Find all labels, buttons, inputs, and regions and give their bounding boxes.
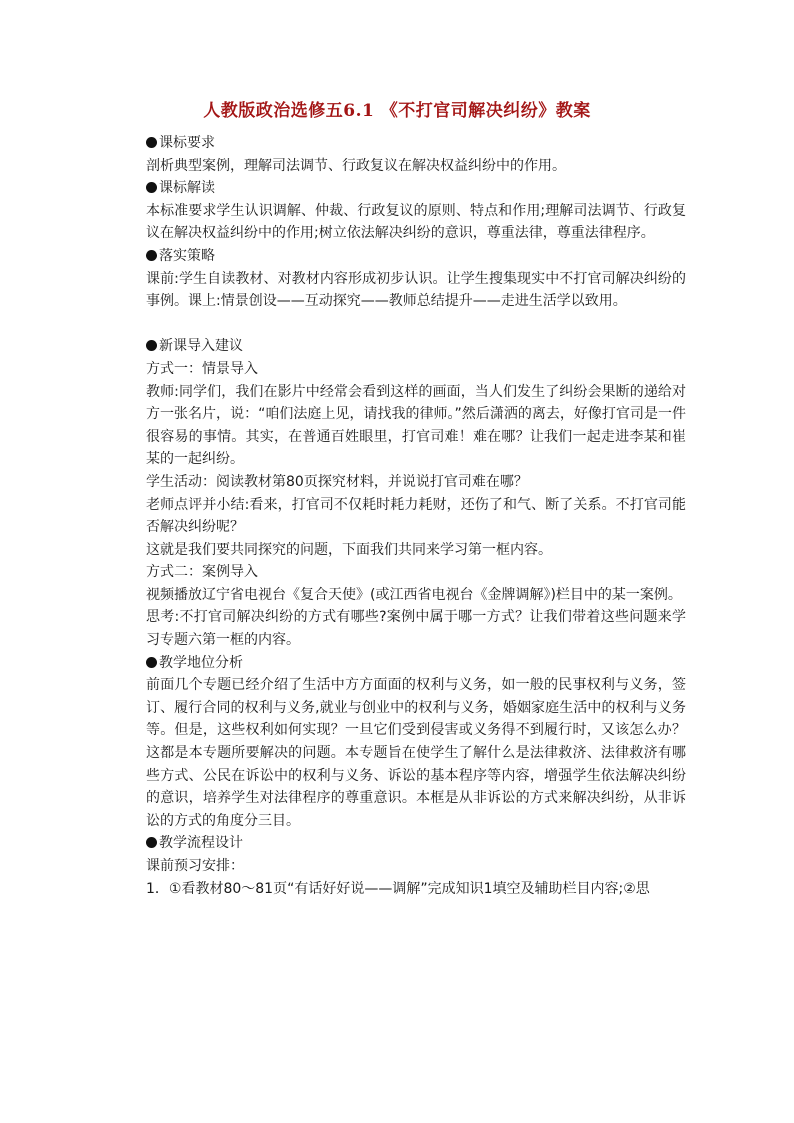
bullet-icon: [146, 657, 157, 668]
heading-text: 课标解读: [159, 180, 215, 197]
paragraph: 课前:学生自读教材、对教材内容形成初步认识。让学生搜集现实中不打官司解决纠纷的事例。课上:情景创设——互动探究——教师总结提升——走进生活学以致用。: [146, 270, 686, 310]
paragraph: 老师点评并小结:看来，打官司不仅耗时耗力耗财，还伤了和气、断了关系。不打官司能否解决纠纷呢？: [146, 496, 686, 536]
paragraph: 学生活动：阅读教材第80页探究材料，并说说打官司难在哪？: [146, 473, 528, 490]
heading-text: 新课导入建议: [159, 338, 243, 355]
paragraph: 教师:同学们，我们在影片中经常会看到这样的画面，当人们发生了纠纷会果断的递给对方一张名片，说：“咱们法庭上见，请找我的律师。”然后潇洒的离去，好像打官司是一件很容易的事情。其实，在普通百姓眼里，打官司难！难在哪？让我们一起走进李某和崔某的一起纠纷。: [146, 383, 686, 468]
heading-text: 落实策略: [159, 247, 215, 264]
section-heading-curriculum-requirements: [146, 132, 686, 155]
document-body: [146, 132, 686, 900]
paragraph: 1．①看教材80～81页“有话好好说——调解”完成知识1填空及辅助栏目内容;②思: [146, 880, 650, 897]
paragraph: 视频播放辽宁省电视台《复合天使》(或江西省电视台《金牌调解》)栏目中的某一案例。: [146, 586, 682, 603]
paragraph: 思考:不打官司解决纠纷的方式有哪些?案例中属于哪一方式？让我们带着这些问题来学习专题六第一框的内容。: [146, 609, 686, 649]
section-heading-implementation-strategy: [146, 245, 686, 268]
section-heading-curriculum-interpretation: [146, 177, 686, 200]
section-heading-teaching-flow: [146, 832, 686, 855]
bullet-icon: [146, 137, 157, 148]
bullet-icon: [146, 837, 157, 848]
heading-text: 教学流程设计: [159, 835, 243, 852]
paragraph: 前面几个专题已经介绍了生活中方方面面的权利与义务，如一般的民事权利与义务，签订、履行合同的权利与义务,就业与创业中的权利与义务，婚姻家庭生活中的权利与义务等。但是，这些权利如何实现？一旦它们受到侵害或义务得不到履行时，又该怎么办？这都是本专题所要解决的问题。本专题旨在使学生了解什么是法律救济、法律救济有哪些方式、公民在诉讼中的权利与义务、诉讼的基本程序等内容，增强学生依法解决纠纷的意识，培养学生对法律程序的尊重意识。本框是从非诉讼的方式来解决纠纷，从非诉讼的方式的角度分三目。: [146, 677, 686, 829]
section-heading-lesson-intro: [146, 335, 686, 358]
paragraph: 方式一：情景导入: [146, 360, 258, 377]
bullet-icon: [146, 250, 157, 261]
paragraph: 剖析典型案例，理解司法调节、行政复议在解决权益纠纷中的作用。: [146, 157, 566, 174]
paragraph: 这就是我们要共同探究的问题，下面我们共同来学习第一框内容。: [146, 541, 552, 558]
blank-line: [146, 313, 686, 336]
bullet-icon: [146, 182, 157, 193]
heading-text: 课标要求: [159, 135, 215, 151]
bullet-icon: [146, 340, 157, 351]
paragraph: 方式二：案例导入: [146, 564, 258, 581]
section-heading-teaching-position: [146, 652, 686, 675]
paragraph: 本标准要求学生认识调解、仲裁、行政复议的原则、特点和作用;理解司法调节、行政复议在解决权益纠纷中的作用;树立依法解决纠纷的意识，尊重法律，尊重法律程序。: [146, 202, 686, 242]
paragraph: 课前预习安排：: [146, 858, 244, 874]
page-title: 人教版政治选修五6.1 《不打官司解决纠纷》教案: [203, 101, 591, 121]
heading-text: 教学地位分析: [159, 654, 243, 671]
